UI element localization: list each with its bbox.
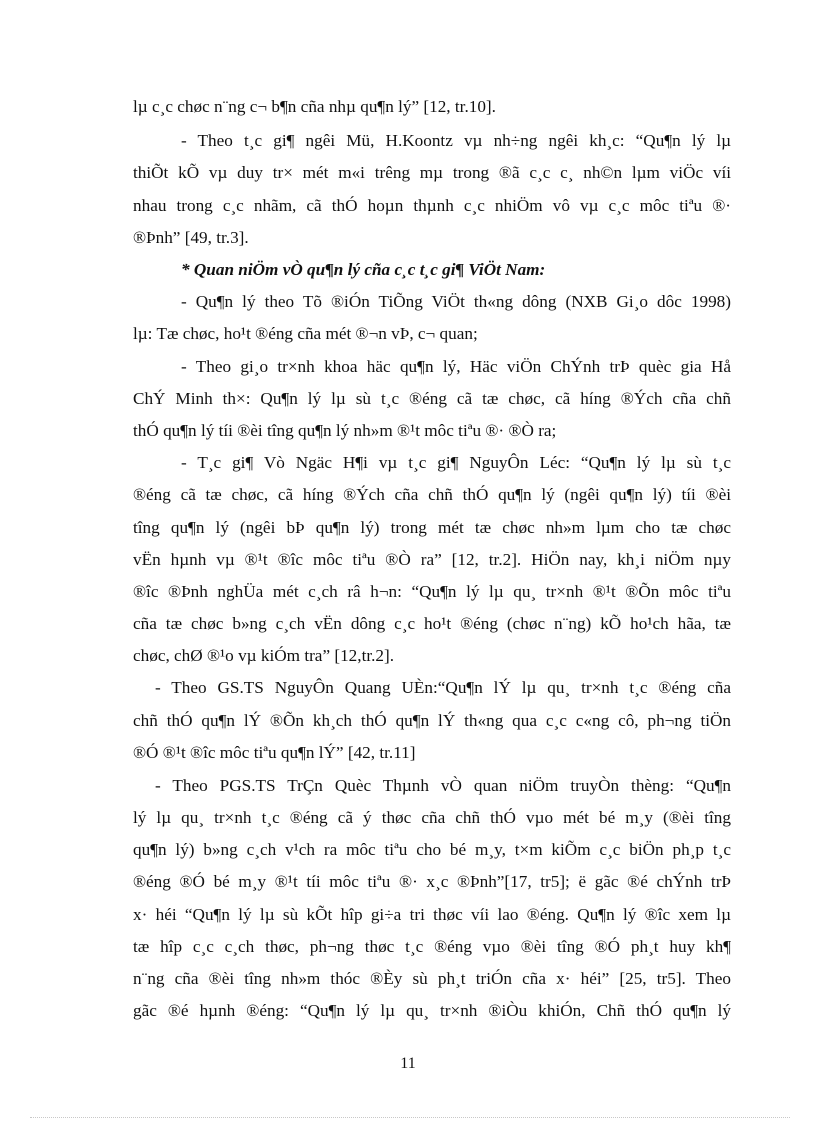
text-line: ®Ó ®¹t ®îc môc tiªu qu¶n lÝ” [42, tr.11]: [133, 743, 416, 762]
text-line: ®éng ®Ó bé m¸y ®¹t tíi môc tiªu ®· x¸c ®Þnh”[17, tr5]; ë gãc ®é chÝnh trÞ: [133, 872, 731, 891]
text-line: lµ: Tæ chøc, ho¹t ®éng cña mét ®¬n vÞ, c¬ quan;: [133, 324, 478, 343]
text-line: chøc, chØ ®¹o vµ kiÓm tra” [12,tr.2].: [133, 646, 395, 665]
text-line: lý lµ qu¸ tr×nh t¸c ®éng cã ý thøc cña chñ thÓ vµo mét bé m¸y (®èi tîng: [133, 808, 731, 827]
footer-divider: [30, 1117, 790, 1118]
bullet-line: - Theo GS.TS NguyÔn Quang UÈn:“Qu¶n lÝ lµ qu¸ tr×nh t¸c ®éng cña: [155, 678, 731, 697]
section-heading: * Quan niÖm vÒ qu¶n lý cña c¸c t¸c gi¶ ViÖt Nam:: [181, 260, 546, 279]
text-line: thÓ qu¶n lý tíi ®èi tîng qu¶n lý nh»m ®¹t môc tiªu ®· ®Ò ra;: [133, 421, 557, 440]
page-number: 11: [400, 1055, 416, 1072]
text-line: vËn hµnh vµ ®¹t ®îc môc tiªu ®Ò ra” [12, tr.2]. HiÖn nay, kh¸i niÖm nµy: [133, 550, 731, 569]
text-line: nhau trong c¸c nhãm, cã thÓ hoµn thµnh c¸c nhiÖm vô vµ c¸c môc tiªu ®·: [133, 196, 731, 215]
text-line: ®îc ®Þnh nghÜa mét c¸ch râ h¬n: “Qu¶n lý lµ qu¸ tr×nh ®¹t ®Õn môc tiªu: [133, 582, 731, 601]
text-line: qu¶n lý) b»ng c¸ch v¹ch ra môc tiªu cho bé m¸y, t×m kiÕm c¸c biÖn ph¸p t¸c: [133, 840, 731, 859]
text-line: chñ thÓ qu¶n lÝ ®Õn kh¸ch thÓ qu¶n lÝ th«ng qua c¸c c«ng cô, ph¬ng tiÖn: [133, 711, 731, 730]
text-line: - Theo t¸c gi¶ ngêi Mü, H.Koontz vµ nh÷ng ngêi kh¸c: “Qu¶n lý lµ: [181, 131, 731, 150]
text-line: tîng qu¶n lý (ngêi bÞ qu¶n lý) trong mét tæ chøc nh»m lµm cho tæ chøc: [133, 518, 731, 537]
text-line: ®Þnh” [49, tr.3].: [133, 228, 249, 247]
text-line: - T¸c gi¶ Vò Ngäc H¶i vµ t¸c gi¶ NguyÔn Léc: “Qu¶n lý lµ sù t¸c: [181, 453, 731, 472]
text-line: x· héi “Qu¶n lý lµ sù kÕt hîp gi÷a tri thøc víi lao ®éng. Qu¶n lý ®îc xem lµ: [133, 905, 731, 924]
text-line: lµ c¸c chøc n¨ng c¬ b¶n cña nhµ qu¶n lý” [12, tr.10].: [133, 97, 496, 116]
text-line: - Theo gi¸o tr×nh khoa häc qu¶n lý, Häc viÖn ChÝnh trÞ quèc gia Hå: [181, 357, 731, 376]
text-line: ®éng cã tæ chøc, cã híng ®Ých cña chñ thÓ qu¶n lý (ngêi qu¶n lý) tíi ®èi: [133, 485, 731, 504]
text-line: ChÝ Minh th×: Qu¶n lý lµ sù t¸c ®éng cã tæ chøc, cã híng ®Ých cña chñ: [133, 389, 731, 408]
text-line: - Qu¶n lý theo Tõ ®iÓn TiÕng ViÖt th«ng dông (NXB Gi¸o dôc 1998): [181, 292, 731, 311]
text-line: thiÕt kÕ vµ duy tr× mét m«i trêng mµ trong ®ã c¸c c¸ nh©n lµm viÖc víi: [133, 163, 731, 182]
text-line: n¨ng cña ®èi tîng nh»m thóc ®Èy sù ph¸t triÓn cña x· héi” [25, tr5]. Theo: [133, 969, 731, 988]
bullet-line: - Theo PGS.TS TrÇn Quèc Thµnh vÒ quan niÖm truyÒn thèng: “Qu¶n: [155, 776, 731, 795]
text-line: tæ hîp c¸c c¸ch thøc, ph¬ng thøc t¸c ®éng vµo ®èi tîng ®Ó ph¸t huy kh¶: [133, 937, 731, 956]
text-line: cña tæ chøc b»ng c¸ch vËn dông c¸c ho¹t ®éng (chøc n¨ng) kÕ ho¹ch hãa, tæ: [133, 614, 731, 633]
text-line: gãc ®é hµnh ®éng: “Qu¶n lý lµ qu¸ tr×nh ®iÒu khiÓn, Chñ thÓ qu¶n lý: [133, 1001, 731, 1020]
